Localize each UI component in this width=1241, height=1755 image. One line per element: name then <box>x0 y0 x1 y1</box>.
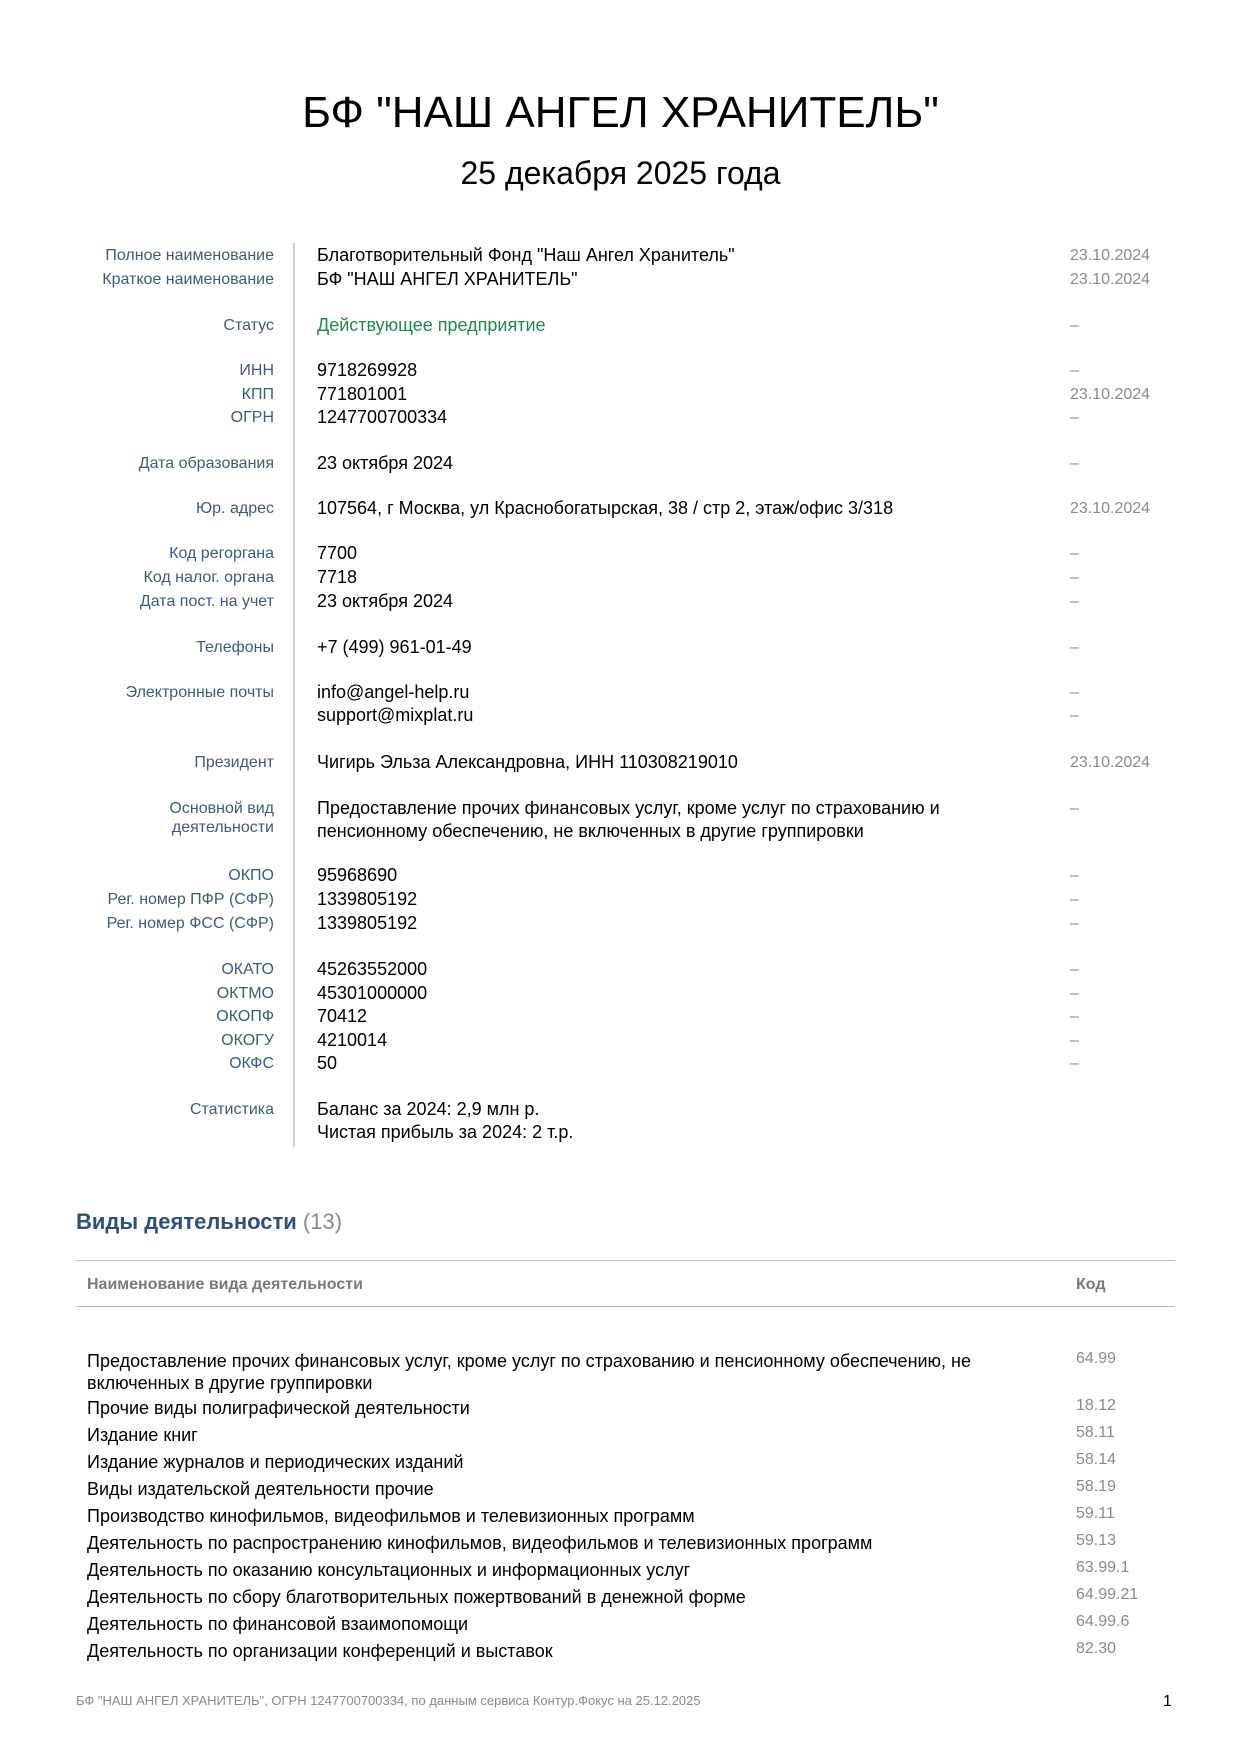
field-label: Статус <box>223 317 274 334</box>
field-label: КПП <box>241 386 274 403</box>
field-date: – <box>1070 985 1079 1002</box>
activities-title: Виды деятельности <box>76 1209 297 1234</box>
activity-name <box>87 1424 1047 1446</box>
activity-code: 59.11 <box>1076 1505 1115 1522</box>
field-value <box>317 542 1007 565</box>
field-date: 23.10.2024 <box>1070 754 1151 771</box>
field-value-line: 45263552000 <box>317 959 428 979</box>
activity-name <box>87 1586 1047 1608</box>
field-value <box>317 681 1007 727</box>
field-value-line: 107564, г Москва, ул Краснобогатырская, 38 / стр 2, этаж/офис 3/318 <box>317 498 894 518</box>
field-value-line: 7718 <box>317 567 358 587</box>
field-label: Президент <box>194 754 274 771</box>
field-date: 23.10.2024 <box>1070 271 1151 288</box>
activity-name <box>87 1613 1047 1635</box>
field-label <box>44 799 274 837</box>
field-date: – <box>1070 1055 1079 1072</box>
field-label: Код регоргана <box>169 545 274 562</box>
activity-name <box>87 1640 1047 1662</box>
activity-name-line: Производство кинофильмов, видеофильмов и телевизионных программ <box>87 1506 695 1526</box>
field-date: – <box>1070 409 1079 426</box>
field-date: – <box>1070 1032 1079 1049</box>
activity-name <box>87 1350 1047 1394</box>
field-date: – <box>1070 684 1079 701</box>
activity-name-line: Деятельность по сбору благотворительных пожертвований в денежной форме <box>87 1587 746 1607</box>
field-value <box>317 406 1007 429</box>
field-date: – <box>1070 707 1079 724</box>
field-date: – <box>1070 915 1079 932</box>
activity-name-line: включенных в другие группировки <box>87 1373 373 1393</box>
activity-code: 64.99 <box>1076 1350 1117 1367</box>
field-value-line: 9718269928 <box>317 360 418 380</box>
field-date: – <box>1070 317 1079 334</box>
column-header-name: Наименование вида деятельности <box>87 1276 363 1293</box>
field-value <box>317 1052 1007 1075</box>
activity-code: 18.12 <box>1076 1397 1117 1414</box>
field-value <box>317 268 1007 291</box>
activity-name <box>87 1478 1047 1500</box>
field-value-line: 4210014 <box>317 1030 388 1050</box>
field-value <box>317 982 1007 1005</box>
field-value-line: 771801001 <box>317 384 408 404</box>
field-value-line: 50 <box>317 1053 338 1073</box>
field-value <box>317 314 1007 337</box>
field-value-line: 7700 <box>317 543 358 563</box>
field-value <box>317 636 1007 659</box>
field-date: – <box>1070 569 1079 586</box>
activity-code: 58.14 <box>1076 1451 1117 1468</box>
field-value <box>317 497 1007 520</box>
field-value-line: 70412 <box>317 1006 368 1026</box>
field-label: ОКТМО <box>216 985 274 1002</box>
field-value <box>317 888 1007 911</box>
field-date: – <box>1070 1008 1079 1025</box>
field-value-line: 23 октября 2024 <box>317 453 454 473</box>
field-label: Юр. адрес <box>196 500 274 517</box>
report-date: 25 декабря 2025 года <box>460 155 781 191</box>
field-label: Дата образования <box>138 455 274 472</box>
activities-count: (13) <box>302 1209 343 1234</box>
field-date: 23.10.2024 <box>1070 247 1151 264</box>
field-date: – <box>1070 800 1079 817</box>
activity-code: 64.99.21 <box>1076 1586 1139 1603</box>
field-label: Рег. номер ФСС (СФР) <box>106 915 274 932</box>
field-date: – <box>1070 362 1079 379</box>
activity-code: 82.30 <box>1076 1640 1117 1657</box>
field-value-line: 1247700700334 <box>317 407 448 427</box>
field-value <box>317 244 1007 267</box>
field-value <box>317 590 1007 613</box>
activity-name-line: Деятельность по распространению кинофильмов, видеофильмов и телевизионных программ <box>87 1533 873 1553</box>
activity-name-line: Виды издательской деятельности прочие <box>87 1479 434 1499</box>
activity-name <box>87 1559 1047 1581</box>
field-date: – <box>1070 639 1079 656</box>
activity-code: 64.99.6 <box>1076 1613 1130 1630</box>
page-number: 1 <box>1163 1693 1172 1710</box>
field-label: Дата пост. на учет <box>139 593 274 610</box>
activity-code: 58.19 <box>1076 1478 1117 1495</box>
field-label: Код налог. органа <box>143 569 274 586</box>
field-value <box>317 864 1007 887</box>
activity-name <box>87 1397 1047 1419</box>
field-label: ОКАТО <box>221 961 274 978</box>
field-date: 23.10.2024 <box>1070 386 1151 403</box>
field-date: – <box>1070 961 1079 978</box>
activity-name <box>87 1505 1047 1527</box>
field-label: ОКПО <box>228 867 274 884</box>
activity-name-line: Деятельность по финансовой взаимопомощи <box>87 1614 469 1634</box>
field-label-line: Основной вид <box>169 800 274 817</box>
field-value <box>317 751 1007 774</box>
activity-name-line: Предоставление прочих финансовых услуг, кроме услуг по страхованию и пенсионному обеспечению, не <box>87 1351 972 1371</box>
field-value-line: 95968690 <box>317 865 398 885</box>
field-value-line: Баланс за 2024: 2,9 млн р. <box>317 1099 540 1119</box>
field-date: – <box>1070 545 1079 562</box>
field-label: ОКФС <box>229 1055 274 1072</box>
field-label: Полное наименование <box>105 247 274 264</box>
activity-name-line: Издание журналов и периодических изданий <box>87 1452 464 1472</box>
field-label: Статистика <box>189 1101 274 1118</box>
activity-name-line: Прочие виды полиграфической деятельности <box>87 1398 470 1418</box>
field-label: ОГРН <box>230 409 274 426</box>
field-value <box>317 452 1007 475</box>
field-label: ОКОПФ <box>216 1008 274 1025</box>
field-label: Краткое наименование <box>102 271 274 288</box>
field-value-line: 1339805192 <box>317 889 418 909</box>
fields-divider <box>293 243 295 1147</box>
field-date: – <box>1070 593 1079 610</box>
activity-name <box>87 1451 1047 1473</box>
field-value <box>317 797 1007 843</box>
activity-name-line: Деятельность по оказанию консультационных и информационных услуг <box>87 1560 691 1580</box>
field-value-line: Чистая прибыль за 2024: 2 т.р. <box>317 1122 574 1142</box>
field-value-line: Действующее предприятие <box>317 315 546 335</box>
field-label: Рег. номер ПФР (СФР) <box>107 891 274 908</box>
field-value-line: info@angel-help.ru <box>317 682 470 702</box>
activity-code: 63.99.1 <box>1076 1559 1130 1576</box>
field-value <box>317 1029 1007 1052</box>
column-header-code: Код <box>1076 1276 1106 1293</box>
table-top-rule <box>76 1260 1175 1261</box>
field-value-line: 1339805192 <box>317 913 418 933</box>
field-value <box>317 566 1007 589</box>
field-value <box>317 958 1007 981</box>
field-value-line: support@mixplat.ru <box>317 705 474 725</box>
footer-source: БФ "НАШ АНГЕЛ ХРАНИТЕЛЬ", ОГРН 1247700700334, по данным сервиса Контур.Фокус на 25.12.2025 <box>76 1693 701 1708</box>
field-value-line: БФ "НАШ АНГЕЛ ХРАНИТЕЛЬ" <box>317 269 578 289</box>
field-date: – <box>1070 867 1079 884</box>
field-value <box>317 912 1007 935</box>
table-header-rule <box>76 1306 1175 1307</box>
field-value <box>317 1098 1007 1144</box>
field-date: 23.10.2024 <box>1070 500 1151 517</box>
activity-name <box>87 1532 1047 1554</box>
activity-code: 58.11 <box>1076 1424 1115 1441</box>
activity-name-line: Издание книг <box>87 1425 198 1445</box>
field-label: ИНН <box>239 362 274 379</box>
field-value-line: Чигирь Эльза Александровна, ИНН 110308219010 <box>317 752 738 772</box>
field-value-line: +7 (499) 961-01-49 <box>317 637 472 657</box>
field-value-line: Благотворительный Фонд "Наш Ангел Хранитель" <box>317 245 735 265</box>
field-value <box>317 1005 1007 1028</box>
field-value-line: Предоставление прочих финансовых услуг, кроме услуг по страхованию и <box>317 798 940 818</box>
field-value-line: 23 октября 2024 <box>317 591 454 611</box>
field-value <box>317 359 1007 382</box>
field-label: Телефоны <box>196 639 274 656</box>
company-title: БФ "НАШ АНГЕЛ ХРАНИТЕЛЬ" <box>302 88 939 137</box>
field-value <box>317 383 1007 406</box>
field-label: Электронные почты <box>125 684 274 701</box>
activity-code: 59.13 <box>1076 1532 1117 1549</box>
field-label: ОКОГУ <box>221 1032 274 1049</box>
field-date: – <box>1070 891 1079 908</box>
activities-heading <box>76 1209 342 1235</box>
activity-name-line: Деятельность по организации конференций и выставок <box>87 1641 553 1661</box>
field-value-line: пенсионному обеспечению, не включенных в другие группировки <box>317 821 864 841</box>
field-value-line: 45301000000 <box>317 983 428 1003</box>
field-date: – <box>1070 455 1079 472</box>
field-label-line: деятельности <box>171 819 274 836</box>
